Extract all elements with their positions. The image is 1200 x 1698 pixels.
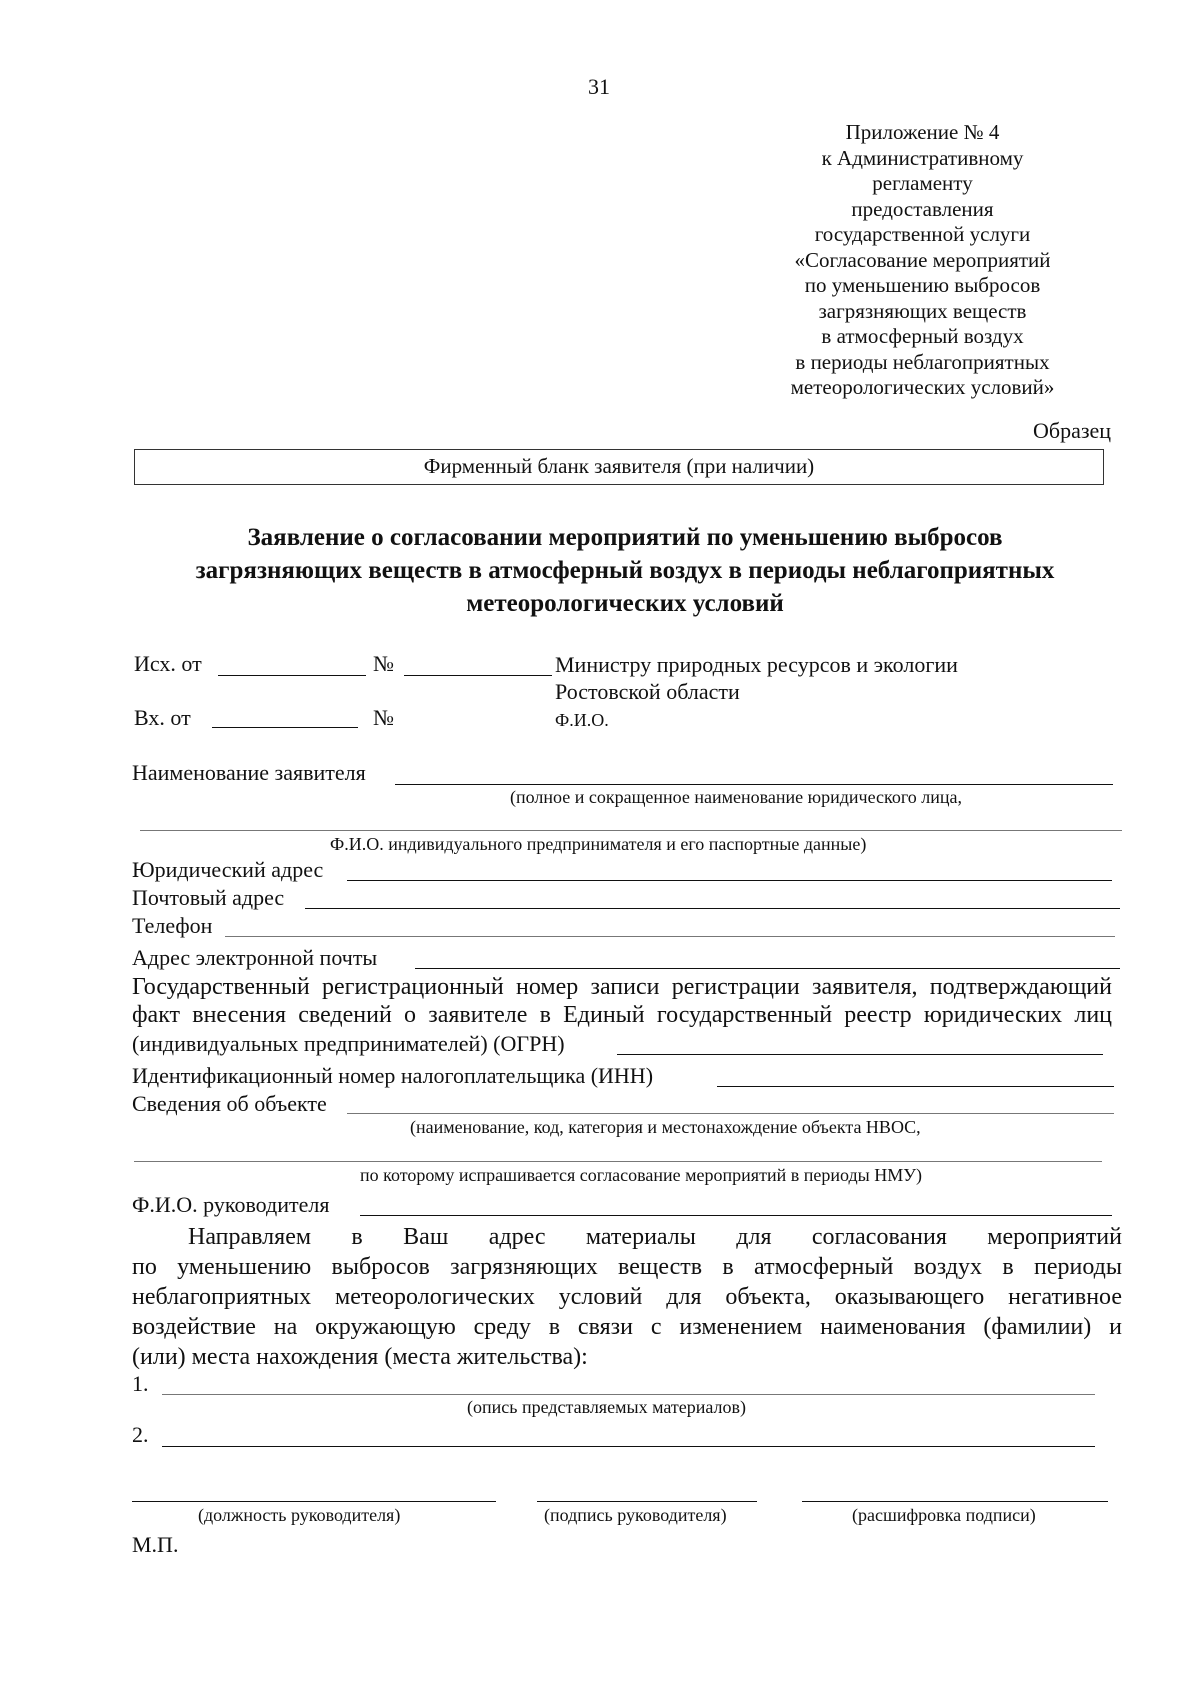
object-extra-line[interactable] (134, 1161, 1102, 1162)
in-label: Вх. от (134, 705, 191, 730)
signature-line[interactable] (537, 1501, 757, 1502)
signature-hint: (подпись руководителя) (544, 1505, 727, 1525)
head-fio-line[interactable] (360, 1215, 1112, 1216)
out-number-sign: № (373, 651, 394, 676)
body-text-line: по уменьшению выбросов загрязняющих веществ в атмосферный воздух в периоды (132, 1254, 1122, 1280)
out-label: Исх. от (134, 651, 202, 676)
title-line: метеорологических условий (466, 590, 784, 617)
annex-line: предоставления (851, 196, 994, 221)
materials-item-2: 2. (132, 1422, 149, 1447)
sample-label: Образец (1033, 418, 1112, 443)
body-text-line: (или) места нахождения (места жительства): (132, 1344, 588, 1370)
annex-line: государственной услуги (814, 222, 1031, 246)
ogrn-text-line: факт внесения сведений о заявителе в Единый государственный реестр юридических лиц (132, 1002, 1112, 1028)
applicant-name-line[interactable] (395, 784, 1113, 785)
body-text-line: Направляем в Ваш адрес материалы для согласования мероприятий (188, 1224, 1122, 1250)
ogrn-paragraph (132, 973, 1112, 1029)
body-text-line: неблагоприятных метеорологических условий для объекта, оказывающего негативное (132, 1284, 1122, 1310)
postal-address-line[interactable] (305, 908, 1120, 909)
inn-line[interactable] (717, 1086, 1114, 1087)
applicant-hint: (полное и сокращенное наименование юридического лица, (510, 787, 963, 807)
body-text-line: воздействие на окружающую среду в связи с изменением наименования (фамилии) и (132, 1314, 1122, 1340)
object-info-line[interactable] (347, 1113, 1114, 1114)
legal-address-label: Юридический адрес (132, 857, 324, 882)
legal-address-line[interactable] (347, 880, 1112, 881)
materials-line-1[interactable] (162, 1394, 1095, 1395)
annex-line: по уменьшению выбросов (804, 273, 1041, 297)
addressee-fio: Ф.И.О. (555, 710, 609, 730)
stamp-label: М.П. (132, 1532, 179, 1557)
ogrn-line[interactable] (617, 1054, 1103, 1055)
email-label: Адрес электронной почты (132, 945, 378, 970)
ogrn-label: (индивидуальных предпринимателей) (ОГРН) (132, 1031, 565, 1056)
annex-line: регламенту (872, 171, 973, 195)
body-paragraph (132, 1222, 1122, 1372)
object-info-label: Сведения об объекте (132, 1091, 327, 1116)
annex-line: метеорологических условий» (790, 375, 1055, 399)
annex-line: к Административному (821, 145, 1024, 170)
materials-hint: (опись представляемых материалов) (467, 1397, 746, 1417)
email-line[interactable] (415, 968, 1120, 969)
materials-item-1: 1. (132, 1371, 149, 1396)
applicant-name-label: Наименование заявителя (132, 760, 366, 785)
ogrn-text-line: Государственный регистрационный номер записи регистрации заявителя, подтверждающий (132, 974, 1112, 1000)
annex-line: Приложение № 4 (845, 120, 1000, 144)
position-hint: (должность руководителя) (198, 1505, 401, 1525)
in-number-sign: № (373, 705, 394, 730)
page-number: 31 (588, 74, 610, 99)
position-line[interactable] (132, 1501, 496, 1502)
out-number-line[interactable] (404, 675, 552, 676)
addressee-line2: Ростовской области (555, 679, 740, 704)
in-date-line[interactable] (212, 727, 358, 728)
phone-line[interactable] (225, 936, 1115, 937)
applicant-extra-line[interactable] (140, 830, 1122, 831)
object-hint: по которому испрашивается согласование мероприятий в периоды НМУ) (360, 1165, 922, 1185)
letterhead-box: Фирменный бланк заявителя (при наличии) (134, 449, 1104, 485)
head-fio-label: Ф.И.О. руководителя (132, 1192, 330, 1217)
applicant-hint: Ф.И.О. индивидуального предпринимателя и его паспортные данные) (330, 834, 867, 854)
object-hint: (наименование, код, категория и местонахождение объекта НВОС, (410, 1117, 921, 1137)
annex-line: в атмосферный воздух (821, 324, 1024, 348)
annex-line: «Согласование мероприятий (794, 247, 1051, 272)
annex-block (790, 120, 1055, 401)
document-title (120, 521, 1130, 620)
decoding-line[interactable] (802, 1501, 1108, 1502)
materials-line-2[interactable] (162, 1446, 1095, 1447)
addressee-line1: Министру природных ресурсов и экологии (555, 652, 958, 677)
title-line: Заявление о согласовании мероприятий по уменьшению выбросов (247, 524, 1003, 551)
out-date-line[interactable] (218, 675, 366, 676)
postal-address-label: Почтовый адрес (132, 885, 285, 910)
phone-label: Телефон (132, 913, 213, 938)
annex-line: в периоды неблагоприятных (795, 349, 1050, 374)
inn-label: Идентификационный номер налогоплательщика (ИНН) (132, 1063, 654, 1088)
title-line: загрязняющих веществ в атмосферный воздух в периоды неблагоприятных (195, 557, 1055, 584)
annex-line: загрязняющих веществ (818, 298, 1027, 323)
decoding-hint: (расшифровка подписи) (852, 1505, 1036, 1525)
